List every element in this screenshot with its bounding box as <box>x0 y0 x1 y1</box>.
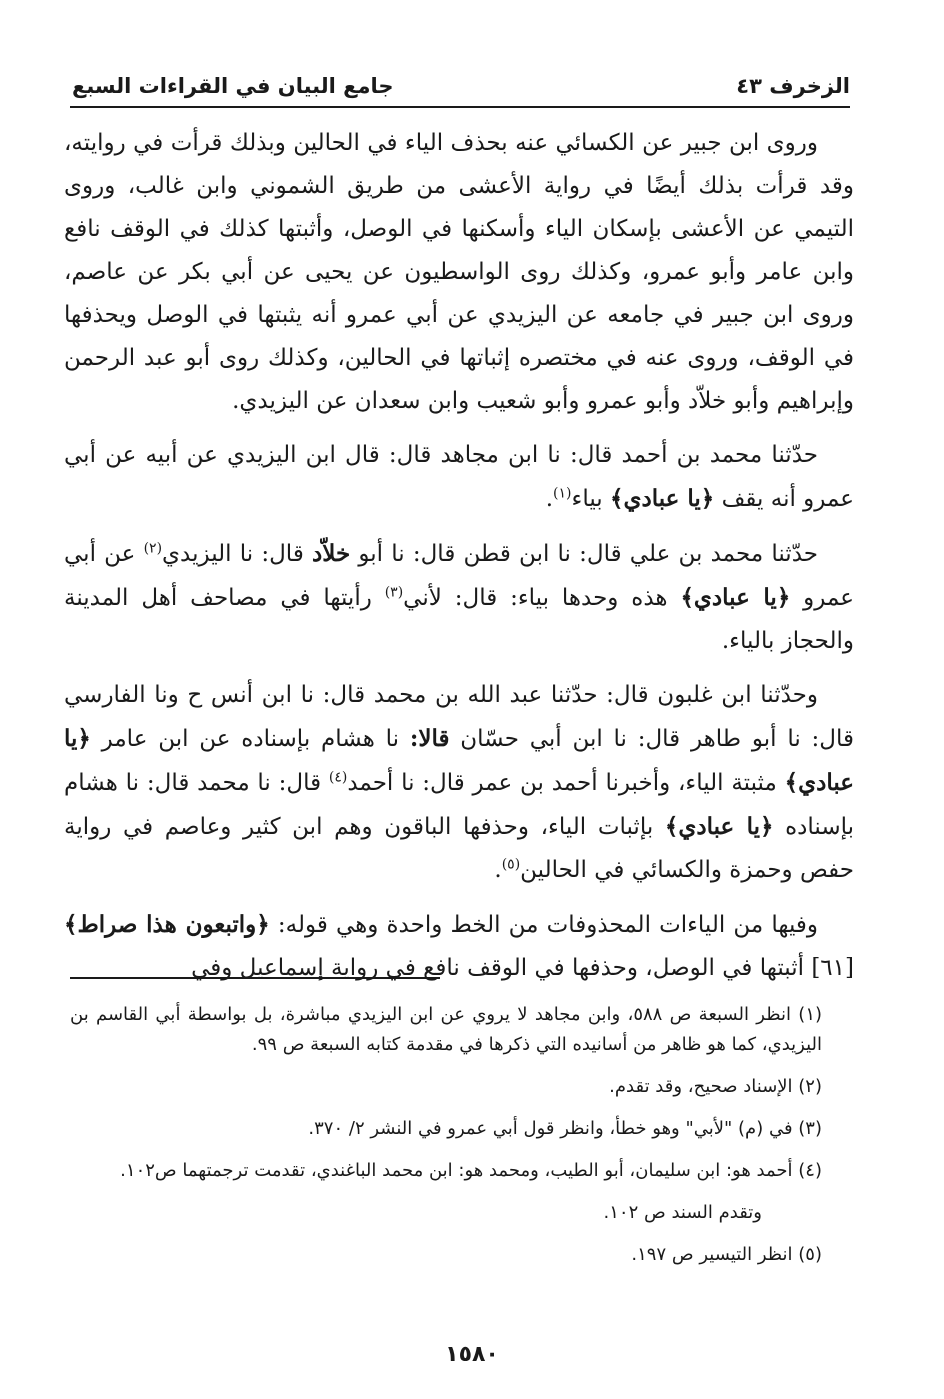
text-run: حدّثنا محمد بن أحمد قال: نا ابن مجاهد قال: قال ابن اليزيدي عن أبيه عن أبي عمرو أنه يقف <box>64 442 854 512</box>
text-run: مثبتة الياء، وأخبرنا أحمد بن عمر قال: نا أحمد <box>347 770 785 796</box>
text-run: . <box>494 857 502 883</box>
footnote-4: (٤) أحمد هو: ابن سليمان، أبو الطيب، ومحمد هو: ابن محمد الباغندي، تقدمت ترجمتهما ص١٠٢. <box>120 1160 822 1181</box>
page-number: ١٥٨٠ <box>445 1342 499 1367</box>
paragraph-2 <box>64 434 854 521</box>
paragraph-3 <box>64 532 854 663</box>
footnote-3: (٣) في (م) "لأبي" وهو خطأ، وانظر قول أبي عمرو في النشر ٢/ ٣٧٠. <box>308 1118 822 1139</box>
quran-quote: ﴿يا عبادي﴾ <box>609 485 715 512</box>
footnote-1: (١) انظر السبعة ص ٥٨٨، وابن مجاهد لا يروي عن ابن اليزيدي مباشرة، بل بواسطة أبي القاسم بن اليزيدي، كما هو ظاهر من أسانيده التي ذكرها في مقدمة كتابه السبعة ص ٩٩. <box>70 1004 823 1055</box>
bold-word: قالا: <box>409 725 450 752</box>
text-run: بإثبات الياء، وحذفها الباقون وهم ابن كثير وعاصم في رواية حفص وحمزة والكسائي في الحالين <box>64 814 854 883</box>
text-run: قال: نا محمد قال: نا هشام بإسناده <box>64 770 855 840</box>
footnote-ref: (٥) <box>501 856 521 873</box>
footnote-separator <box>70 977 440 979</box>
footnote-ref: (٣) <box>384 584 404 601</box>
text-run: وروى ابن جبير عن الكسائي عنه بحذف الياء في الحالين وبذلك قرأت في روايته، وقد قرأت بذلك أيضًا في رواية الأعشى من طريق الشموني وابن غالب، وروى التيمي عن الأعشى بإسكان الياء وأسكنها في الوصل، وأثبتها كذلك في الوقف نافع وابن عامر وأبو عمرو، وكذلك روى الواسطيون عن يحيى عن أبي بكر عن عاصم، وروى ابن جبير في جامعه عن اليزيدي عن أبي عمرو أنه يثبتها في الوصل ويحذفها في الوقف، وروى عنه في مختصره إثباتها في الحالين، وكذلك روى أبو عبد الرحمن وإبراهيم وأبو خلاّد وأبو عمرو وأبو شعيب وابن سعدان عن اليزيدي. <box>64 130 854 414</box>
running-header <box>72 68 850 98</box>
text-run: رأيتها في مصاحف أهل المدينة والحجاز بالياء. <box>64 585 854 654</box>
text-run: [٦١] أثبتها في الوصل، وحذفها في الوقف نافع في رواية إسماعيل وفي <box>191 955 854 981</box>
footnotes <box>70 1000 822 1282</box>
footnote-ref: (١) <box>553 485 572 502</box>
header-book-title: جامع البيان في القراءات السبع <box>72 74 394 98</box>
footnote-4-continuation: وتقدم السند ص ١٠٢. <box>603 1202 762 1223</box>
paragraph-1 <box>64 122 854 423</box>
main-text <box>64 122 854 1001</box>
text-run: بياء <box>571 486 610 512</box>
footnote-2: (٢) الإسناد صحيح، وقد تقدم. <box>609 1076 822 1097</box>
bold-name: خلاّد <box>312 540 351 567</box>
text-run: نا هشام بإسناده عن ابن عامر <box>90 726 410 752</box>
footnote-ref: (٤) <box>328 769 348 786</box>
text-run: وفيها من الياءات المحذوفات من الخط واحدة وهي قوله: <box>269 912 818 938</box>
header-rule <box>70 106 850 108</box>
text-run: قال: نا اليزيدي <box>162 541 312 567</box>
header-surah: الزخرف ٤٣ <box>736 74 850 98</box>
paragraph-4 <box>64 674 854 892</box>
quran-quote: ﴿يا عبادي﴾ <box>680 584 791 611</box>
footnote-5: (٥) انظر التيسير ص ١٩٧. <box>631 1244 822 1265</box>
quran-quote: ﴿يا عبادي﴾ <box>64 725 855 796</box>
quran-quote: ﴿يا عبادي﴾ <box>664 813 774 840</box>
text-run: . <box>545 486 554 512</box>
text-run: حدّثنا محمد بن علي قال: نا ابن قطن قال: نا أبو <box>350 541 818 567</box>
text-run: هذه وحدها بياء: قال: لأني <box>403 585 681 611</box>
footnote-ref: (٢) <box>143 540 163 557</box>
quran-quote: ﴿واتبعون هذا صراط﴾ <box>64 911 270 938</box>
text-run: وحدّثنا ابن غلبون قال: حدّثنا عبد الله بن محمد قال: نا ابن أنس ح ونا الفارسي قال: نا أبو طاهر قال: نا ابن أبي حسّان <box>64 682 854 752</box>
text-run: عن أبي عمرو <box>64 541 854 611</box>
